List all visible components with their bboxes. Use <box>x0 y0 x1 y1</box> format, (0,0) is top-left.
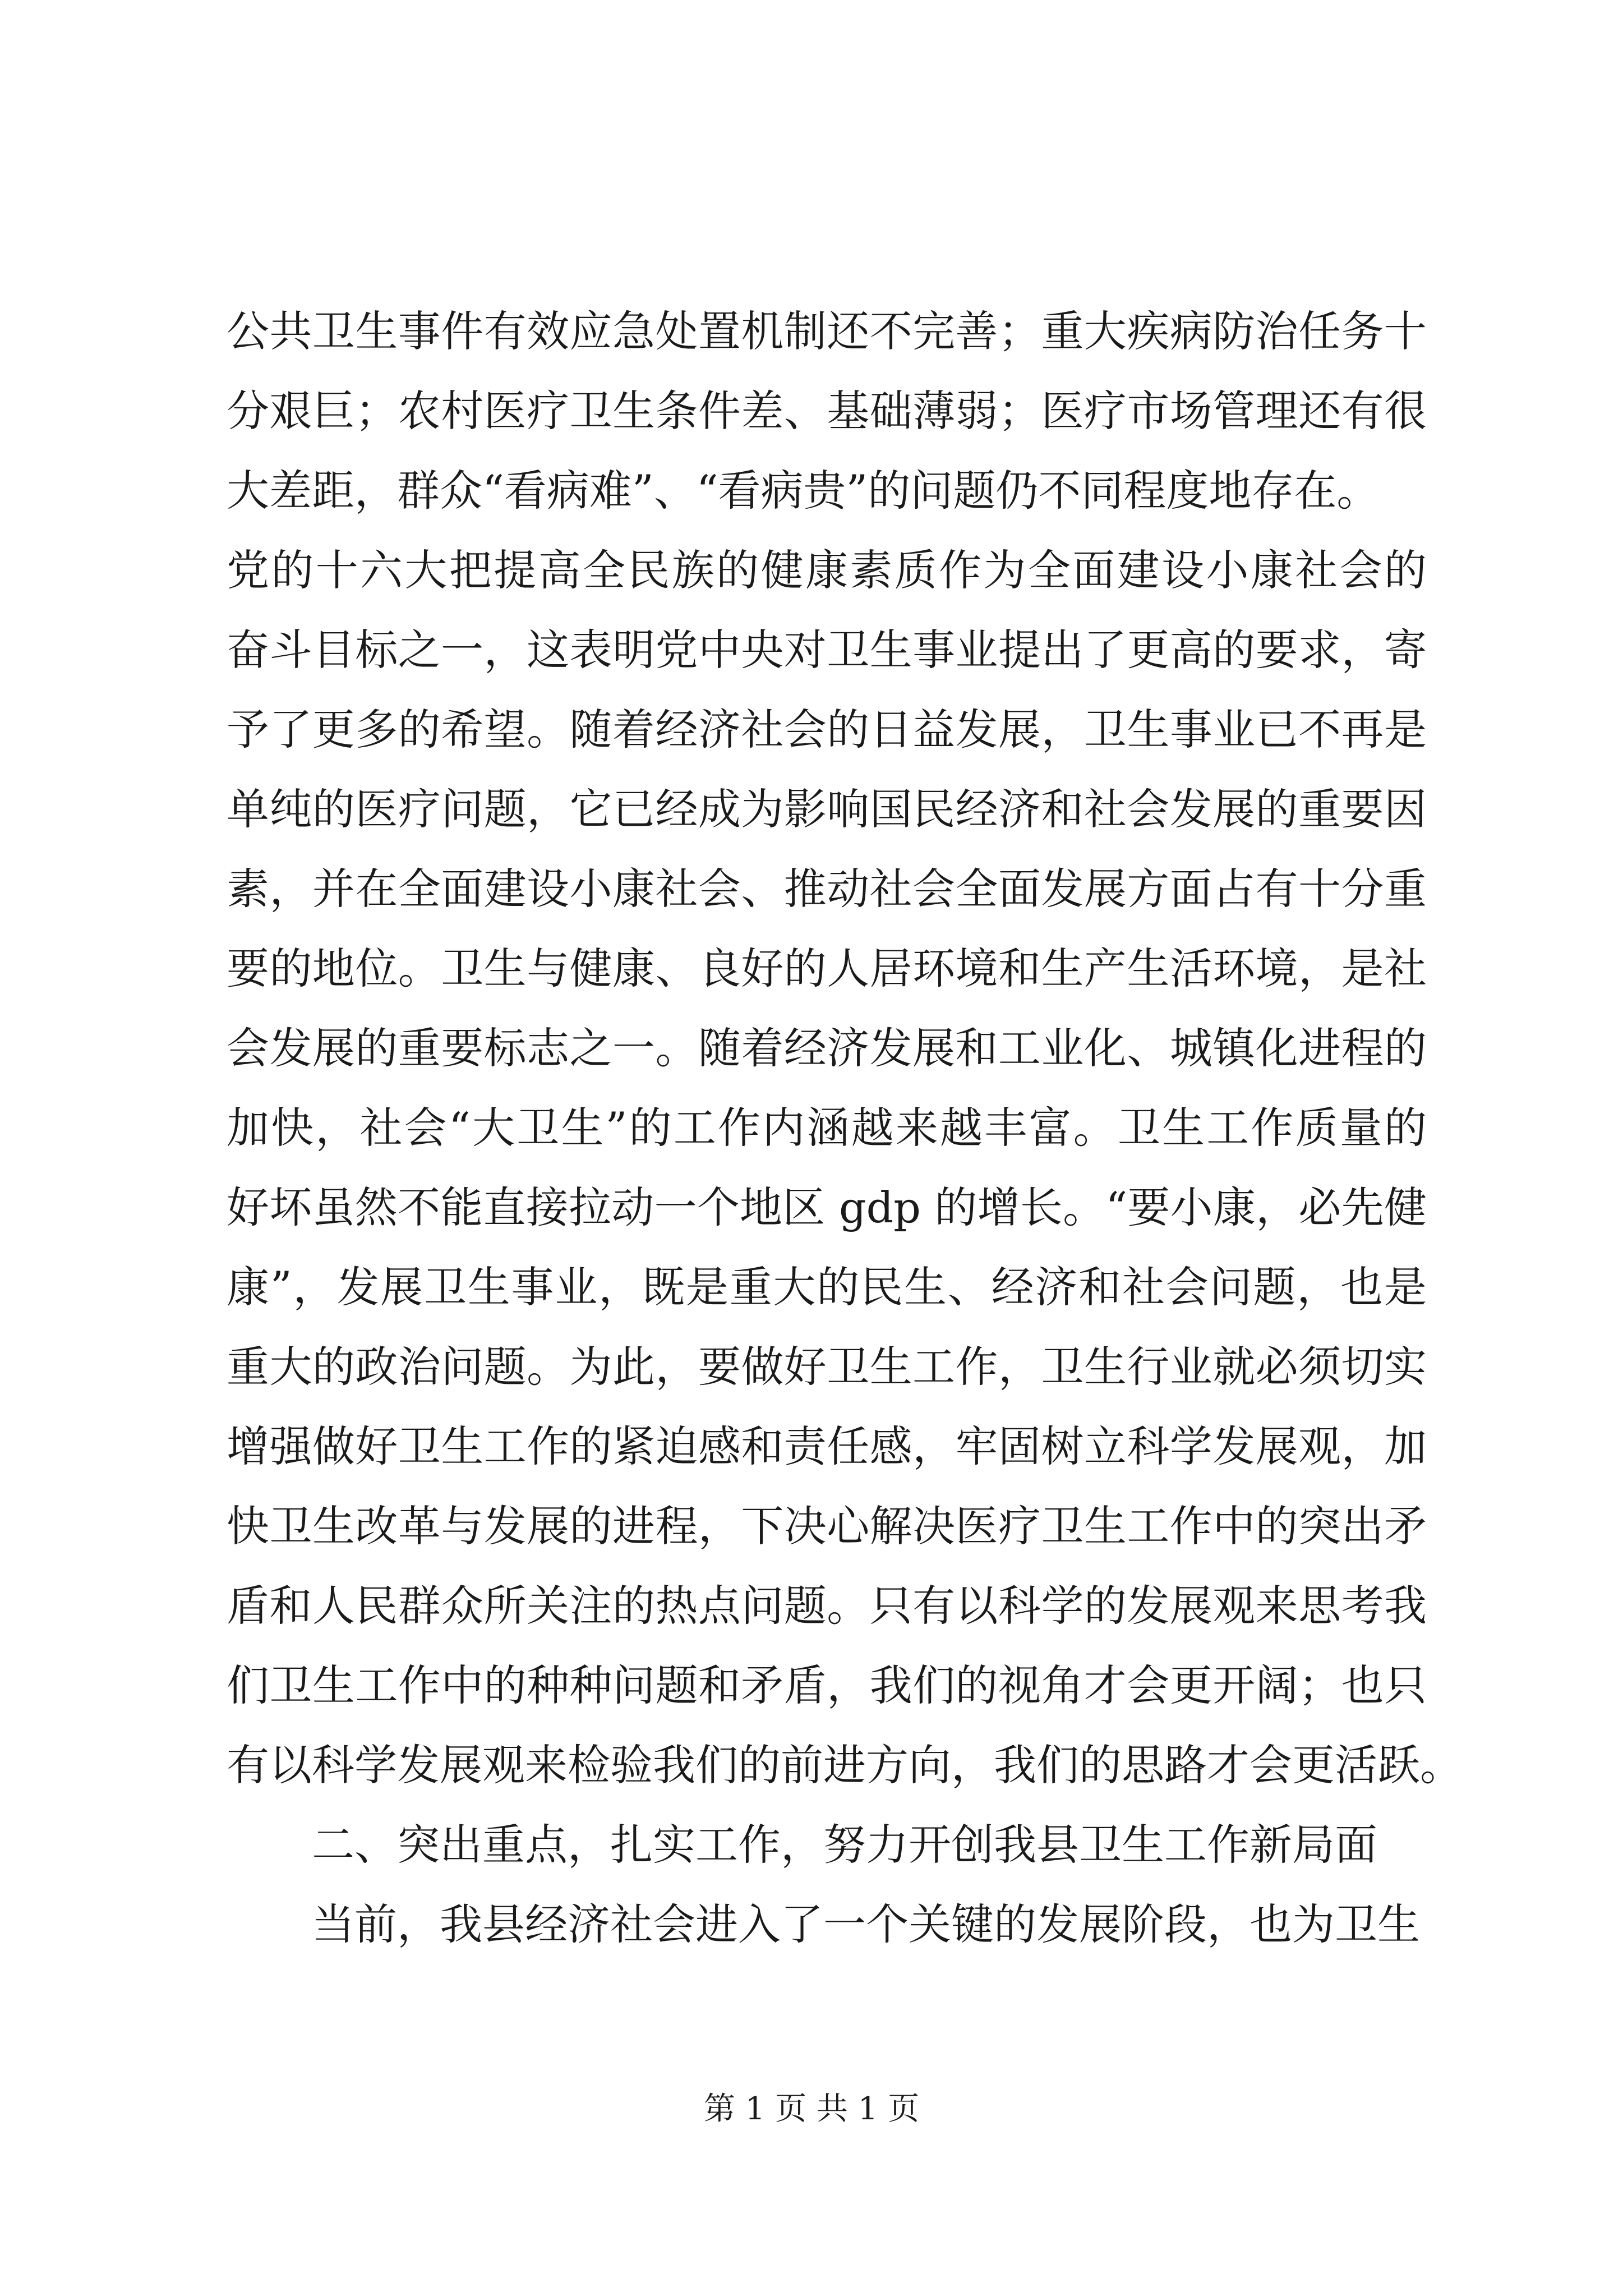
body-text <box>227 292 1463 1964</box>
text-line-16: 快卫生改革与发展的进程，下决心解决医疗卫生工作中的突出矛 <box>227 1501 1427 1551</box>
text-line-17: 盾和人民群众所关注的热点问题。只有以科学的发展观来思考我 <box>227 1581 1427 1631</box>
text-line-18: 们卫生工作中的种种问题和矛盾，我们的视角才会更开阔；也只 <box>227 1660 1427 1710</box>
text-line-14: 重大的政治问题。为此，要做好卫生工作，卫生行业就必须切实 <box>227 1342 1427 1392</box>
text-line-7: 单纯的医疗问题，它已经成为影响国民经济和社会发展的重要因 <box>227 784 1427 834</box>
text-line-4: 党的十六大把提高全民族的健康素质作为全面建设小康社会的 <box>227 545 1427 595</box>
section-heading: 二、突出重点，扎实工作，努力开创我县卫生工作新局面 <box>312 1820 1377 1870</box>
text-line-12: 好坏虽然不能直接拉动一个地区 gdp 的增长。“要小康，必先健 <box>227 1182 1427 1232</box>
page-footer: 第 1 页 共 1 页 <box>703 2091 920 2127</box>
text-line-21: 当前，我县经济社会进入了一个关键的发展阶段，也为卫生 <box>312 1899 1420 1949</box>
text-line-13: 康”，发展卫生事业，既是重大的民生、经济和社会问题，也是 <box>227 1262 1427 1312</box>
text-line-2: 分艰巨；农村医疗卫生条件差、基础薄弱；医疗市场管理还有很 <box>227 386 1427 436</box>
text-line-3: 大差距，群众“看病难”、“看病贵”的问题仍不同程度地存在。 <box>227 466 1380 516</box>
text-line-10: 会发展的重要标志之一。随着经济发展和工业化、城镇化进程的 <box>227 1023 1427 1073</box>
text-line-11: 加快，社会“大卫生”的工作内涵越来越丰富。卫生工作质量的 <box>227 1103 1427 1153</box>
text-line-19: 有以科学发展观来检验我们的前进方向，我们的思路才会更活跃。 <box>227 1740 1463 1790</box>
text-line-8: 素，并在全面建设小康社会、推动社会全面发展方面占有十分重 <box>227 864 1427 914</box>
text-line-1: 公共卫生事件有效应急处置机制还不完善；重大疾病防治任务十 <box>227 306 1427 356</box>
text-line-9: 要的地位。卫生与健康、良好的人居环境和生产生活环境，是社 <box>227 944 1427 993</box>
text-line-6: 予了更多的希望。随着经济社会的日益发展，卫生事业已不再是 <box>227 705 1427 754</box>
text-line-5: 奋斗目标之一，这表明党中央对卫生事业提出了更高的要求，寄 <box>227 625 1427 675</box>
text-line-15: 增强做好卫生工作的紧迫感和责任感，牢固树立科学发展观，加 <box>227 1421 1427 1471</box>
